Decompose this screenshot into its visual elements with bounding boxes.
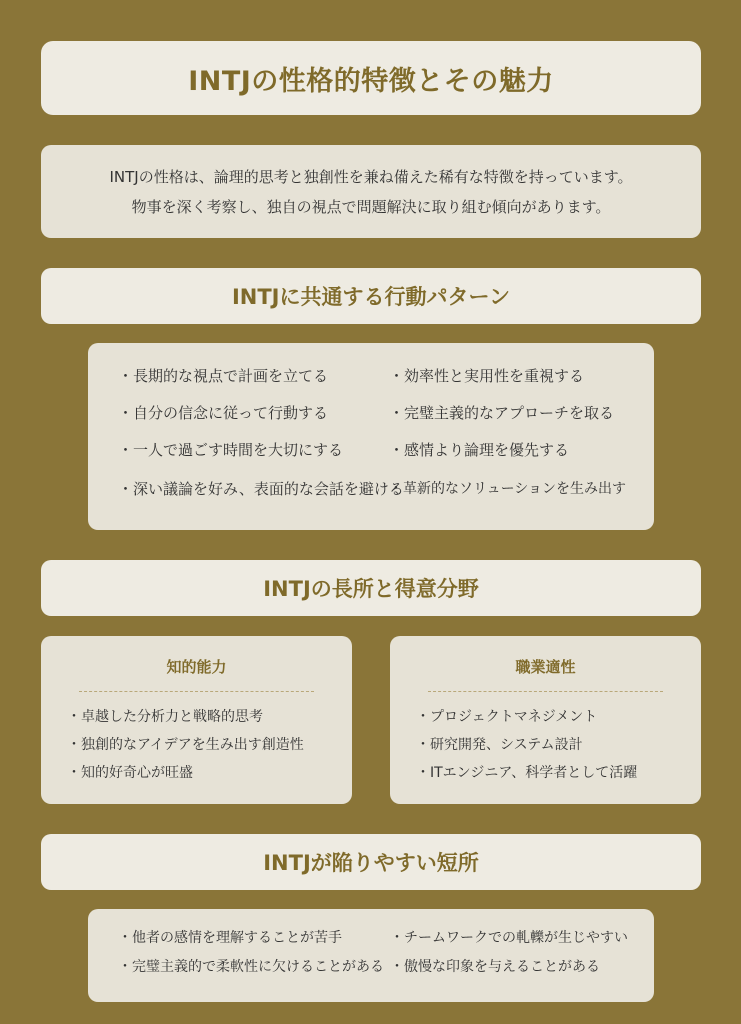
list-item: ・知的好奇心が旺盛 bbox=[67, 765, 193, 781]
weaknesses-section-header bbox=[41, 834, 701, 890]
behavior-list bbox=[88, 343, 654, 530]
career-card-title: 職業適性 bbox=[515, 658, 576, 676]
list-item: ・傲慢な印象を与えることがある bbox=[390, 959, 600, 975]
weaknesses-list bbox=[88, 909, 654, 1002]
intro-line-1: INTJの性格は、論理的思考と独創性を兼ね備えた稀有な特徴を持っています。 bbox=[109, 167, 633, 186]
weaknesses-heading: INTJが陥りやすい短所 bbox=[263, 851, 479, 875]
list-item: ・感情より論理を優先する bbox=[389, 441, 570, 459]
list-item: ・長期的な視点で計画を立てる bbox=[118, 367, 329, 385]
list-item: ・完璧主義的なアプローチを取る bbox=[389, 404, 615, 422]
list-item: ・ITエンジニア、科学者として活躍 bbox=[416, 765, 638, 781]
intro-line-2: 物事を深く考察し、独自の視点で問題解決に取り組む傾向があります。 bbox=[131, 197, 611, 216]
list-item: ・卓越した分析力と戦略的思考 bbox=[67, 709, 263, 725]
list-item: ・チームワークでの軋轢が生じやすい bbox=[390, 930, 628, 946]
career-card bbox=[390, 636, 701, 804]
intellect-card-title: 知的能力 bbox=[166, 658, 227, 676]
list-item: ・完璧主義的で柔軟性に欠けることがある bbox=[118, 959, 384, 975]
list-item: ・研究開発、システム設計 bbox=[416, 737, 583, 753]
behavior-heading: INTJに共通する行動パターン bbox=[231, 285, 511, 309]
list-item: ・一人で過ごす時間を大切にする bbox=[118, 441, 344, 459]
list-item: ・効率性と実用性を重視する bbox=[389, 367, 585, 385]
list-item: ・深い議論を好み、表面的な会話を避ける bbox=[118, 480, 404, 498]
page-title: INTJの性格的特徴とその魅力 bbox=[188, 65, 554, 97]
divider bbox=[79, 691, 314, 692]
list-item: ・革新的なソリューションを生み出す bbox=[389, 481, 627, 497]
strengths-section-header bbox=[41, 560, 701, 616]
list-item: ・プロジェクトマネジメント bbox=[416, 709, 598, 725]
list-item: ・他者の感情を理解することが苦手 bbox=[118, 930, 342, 946]
divider bbox=[428, 691, 663, 692]
strengths-heading: INTJの長所と得意分野 bbox=[263, 577, 479, 601]
intellect-card bbox=[41, 636, 352, 804]
behavior-section-header bbox=[41, 268, 701, 324]
list-item: ・独創的なアイデアを生み出す創造性 bbox=[67, 737, 304, 753]
intro-box bbox=[41, 145, 701, 238]
title-banner bbox=[41, 41, 701, 115]
list-item: ・自分の信念に従って行動する bbox=[118, 404, 329, 422]
